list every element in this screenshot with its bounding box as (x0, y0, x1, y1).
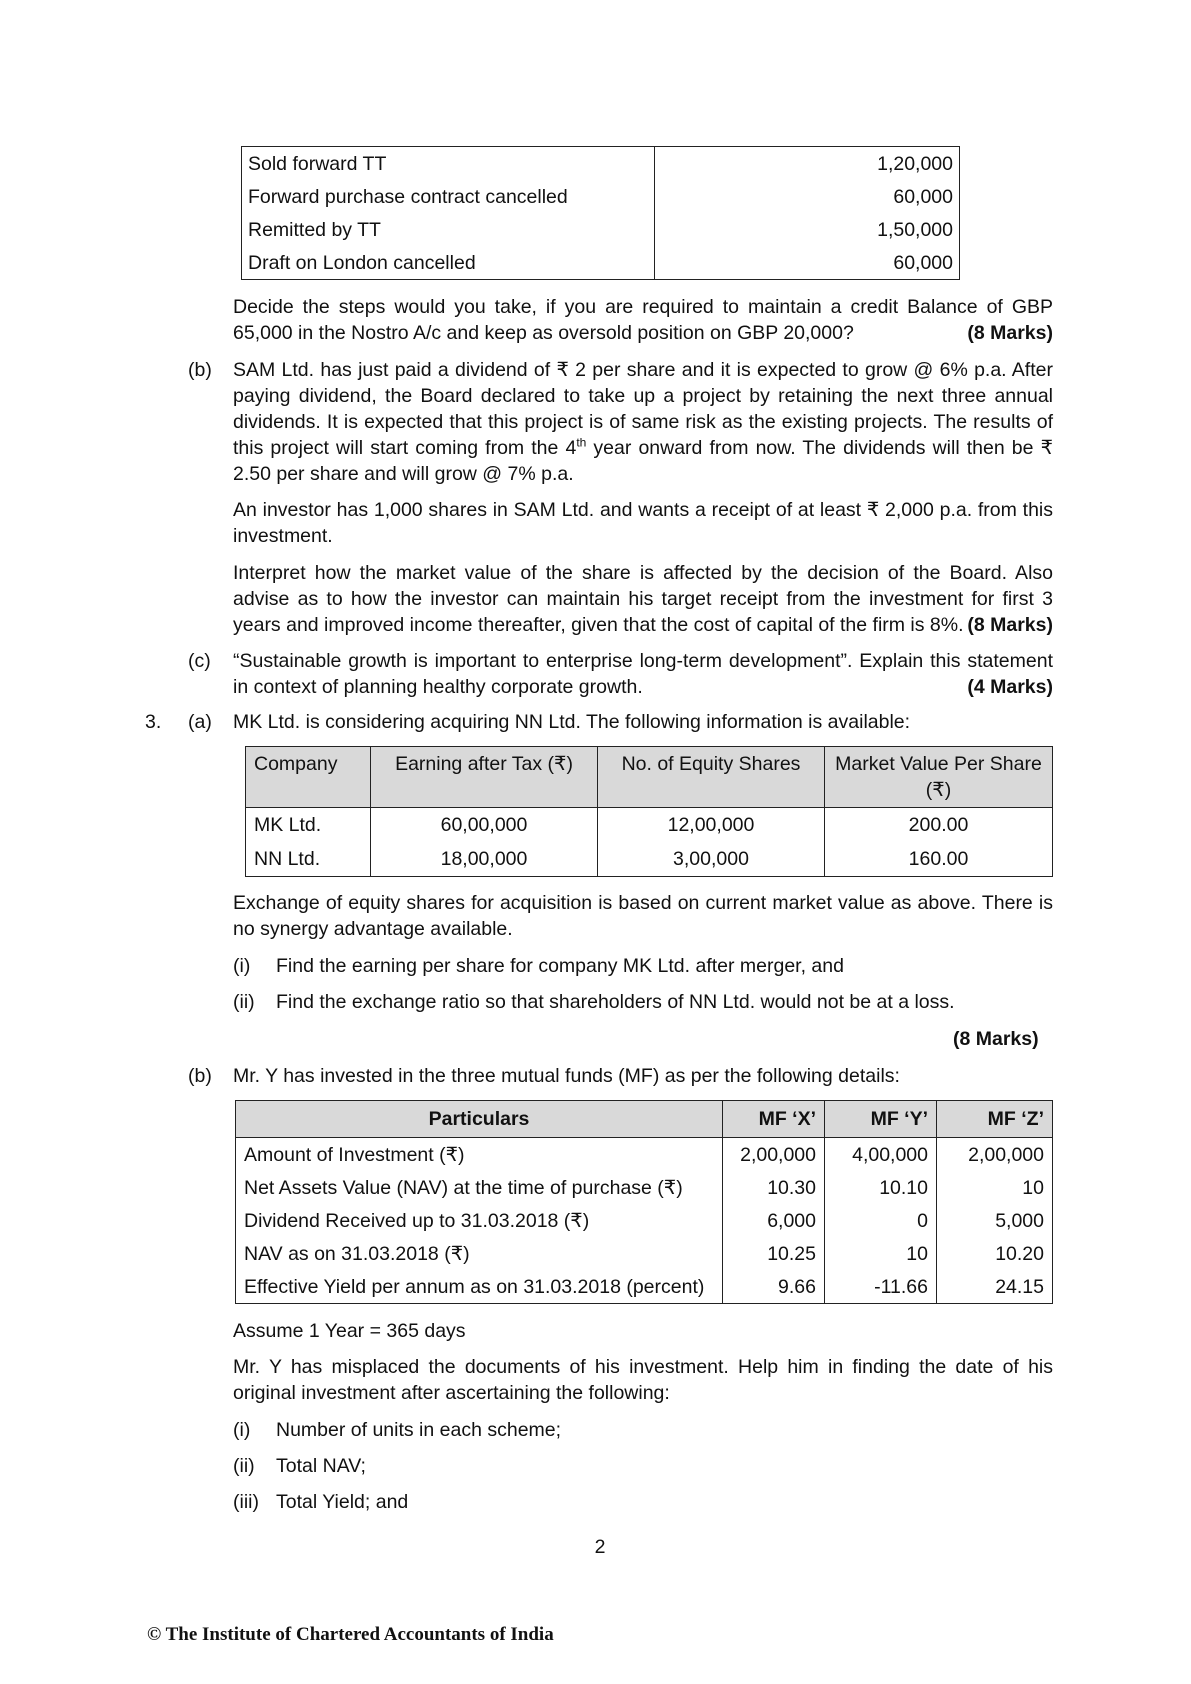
table-cell: MK Ltd. (246, 808, 371, 843)
table-row (242, 147, 960, 181)
q3a-sub-i-label: (i) (233, 955, 251, 977)
q2c-label: (c) (188, 650, 211, 672)
q2b-para2: An investor has 1,000 shares in SAM Ltd. and wants a receipt of at least ₹ 2,000 p.a. from this investment. (233, 499, 1053, 547)
table-cell: 9.66 (723, 1270, 825, 1304)
q3a-intro: MK Ltd. is considering acquiring NN Ltd. The following information is available: (233, 711, 911, 733)
table-cell: Draft on London cancelled (242, 246, 655, 280)
table-cell: Effective Yield per annum as on 31.03.2018 (percent) (236, 1270, 723, 1304)
mutual-funds-table (235, 1100, 1053, 1304)
table-cell: 160.00 (825, 842, 1053, 877)
nostro-transactions-table (241, 146, 960, 280)
q3b-para: Mr. Y has misplaced the documents of his investment. Help him in finding the date of his original investment after ascertaining the following: (233, 1356, 1053, 1404)
table-cell: 1,50,000 (655, 213, 960, 246)
table-cell: Forward purchase contract cancelled (242, 180, 655, 213)
q3a-sub-i-text: Find the earning per share for company MK Ltd. after merger, and (276, 955, 844, 977)
table-header-cell: MF ‘Z’ (937, 1101, 1053, 1138)
q3b-item-text: Number of units in each scheme; (276, 1419, 562, 1441)
q2b-label: (b) (188, 359, 212, 381)
table-header-cell: MF ‘X’ (723, 1101, 825, 1138)
table-cell: 60,00,000 (371, 808, 598, 843)
marks: (8 Marks) (953, 1028, 1039, 1050)
table-cell: 4,00,000 (825, 1138, 937, 1172)
table-row (236, 1171, 1053, 1204)
table-cell: 12,00,000 (598, 808, 825, 843)
q2b-para1: SAM Ltd. has just paid a dividend of ₹ 2 per share and it is expected to grow @ 6% p.a. After paying dividend, the Board declared to take up a project by retaining the next three annual dividends. It is expected that this project is of same risk as the existing projects. The results of this project will start coming from the 4th year onward from now. The dividends will then be ₹ 2.50 per share and will grow @ 7% p.a. (233, 359, 1053, 485)
table-cell: 3,00,000 (598, 842, 825, 877)
q3b-item-label: (ii) (233, 1455, 255, 1477)
table-cell: 10 (937, 1171, 1053, 1204)
marks: (8 Marks) (967, 614, 1053, 636)
table-cell: Remitted by TT (242, 213, 655, 246)
table-cell: Sold forward TT (242, 147, 655, 181)
table-header-row (236, 1101, 1053, 1138)
table-header-cell: Earning after Tax (₹) (371, 747, 598, 808)
table-cell: 10.20 (937, 1237, 1053, 1270)
table-cell: Amount of Investment (₹) (236, 1138, 723, 1172)
table-cell: 5,000 (937, 1204, 1053, 1237)
q2b-para3: Interpret how the market value of the share is affected by the decision of the Board. Also advise as to how the investor can maintain his target receipt from the investment for first 3 years and improved income thereafter, given that the cost of capital of the firm is 8%. (8 Marks) (233, 562, 1053, 636)
table-row (246, 842, 1053, 877)
table-header-cell: Market Value Per Share (₹) (825, 747, 1053, 808)
table-cell: 2,00,000 (723, 1138, 825, 1172)
table-cell: 18,00,000 (371, 842, 598, 877)
table-row (236, 1237, 1053, 1270)
q3a-note: Exchange of equity shares for acquisition is based on current market value as above. There is no synergy advantage available. (233, 892, 1053, 940)
q3b-item-label: (iii) (233, 1491, 259, 1513)
q3-number: 3. (145, 711, 162, 733)
table-cell: 10.30 (723, 1171, 825, 1204)
table-cell: 60,000 (655, 180, 960, 213)
marks: (8 Marks) (967, 322, 1053, 344)
table-header-cell: Company (246, 747, 371, 808)
table-row (242, 246, 960, 280)
table-cell: 10.10 (825, 1171, 937, 1204)
table-row (236, 1138, 1053, 1172)
table-row (242, 180, 960, 213)
marks: (4 Marks) (967, 676, 1053, 698)
table-cell: NAV as on 31.03.2018 (₹) (236, 1237, 723, 1270)
table-cell: 1,20,000 (655, 147, 960, 181)
q3b-item-label: (i) (233, 1419, 251, 1441)
q2c-text: “Sustainable growth is important to enterprise long-term development”. Explain this statement in context of planning healthy corporate growth. (4 Marks) (233, 650, 1053, 698)
table-header-row (246, 747, 1053, 808)
table-cell: 200.00 (825, 808, 1053, 843)
footer-copyright: © The Institute of Chartered Accountants of India (147, 1624, 554, 1645)
q3a-sub-ii-label: (ii) (233, 991, 255, 1013)
table-cell: Net Assets Value (NAV) at the time of purchase (₹) (236, 1171, 723, 1204)
table-cell: NN Ltd. (246, 842, 371, 877)
table-cell: 10.25 (723, 1237, 825, 1270)
table-row (236, 1204, 1053, 1237)
table-cell: 10 (825, 1237, 937, 1270)
q2a-text: Decide the steps would you take, if you are required to maintain a credit Balance of GBP 65,000 in the Nostro A/c and keep as oversold position on GBP 20,000? (8 Marks) (233, 296, 1053, 344)
table-cell: Dividend Received up to 31.03.2018 (₹) (236, 1204, 723, 1237)
table-cell: 0 (825, 1204, 937, 1237)
q3b-intro: Mr. Y has invested in the three mutual funds (MF) as per the following details: (233, 1065, 900, 1087)
table-row (242, 213, 960, 246)
table-cell: 24.15 (937, 1270, 1053, 1304)
page-number: 2 (594, 1536, 606, 1558)
company-table (245, 746, 1053, 877)
q3b-assumption: Assume 1 Year = 365 days (233, 1320, 466, 1342)
table-header-cell: No. of Equity Shares (598, 747, 825, 808)
table-cell: 6,000 (723, 1204, 825, 1237)
q3a-sub-ii-text: Find the exchange ratio so that shareholders of NN Ltd. would not be at a loss. (276, 991, 955, 1013)
table-row (246, 808, 1053, 843)
table-header-cell: Particulars (236, 1101, 723, 1138)
table-cell: 60,000 (655, 246, 960, 280)
table-row (236, 1270, 1053, 1304)
q3b-label: (b) (188, 1065, 212, 1087)
table-cell: 2,00,000 (937, 1138, 1053, 1172)
q3a-label: (a) (188, 711, 212, 733)
table-header-cell: MF ‘Y’ (825, 1101, 937, 1138)
q3b-item-text: Total Yield; and (276, 1491, 409, 1513)
q3b-item-text: Total NAV; (276, 1455, 366, 1477)
table-cell: -11.66 (825, 1270, 937, 1304)
